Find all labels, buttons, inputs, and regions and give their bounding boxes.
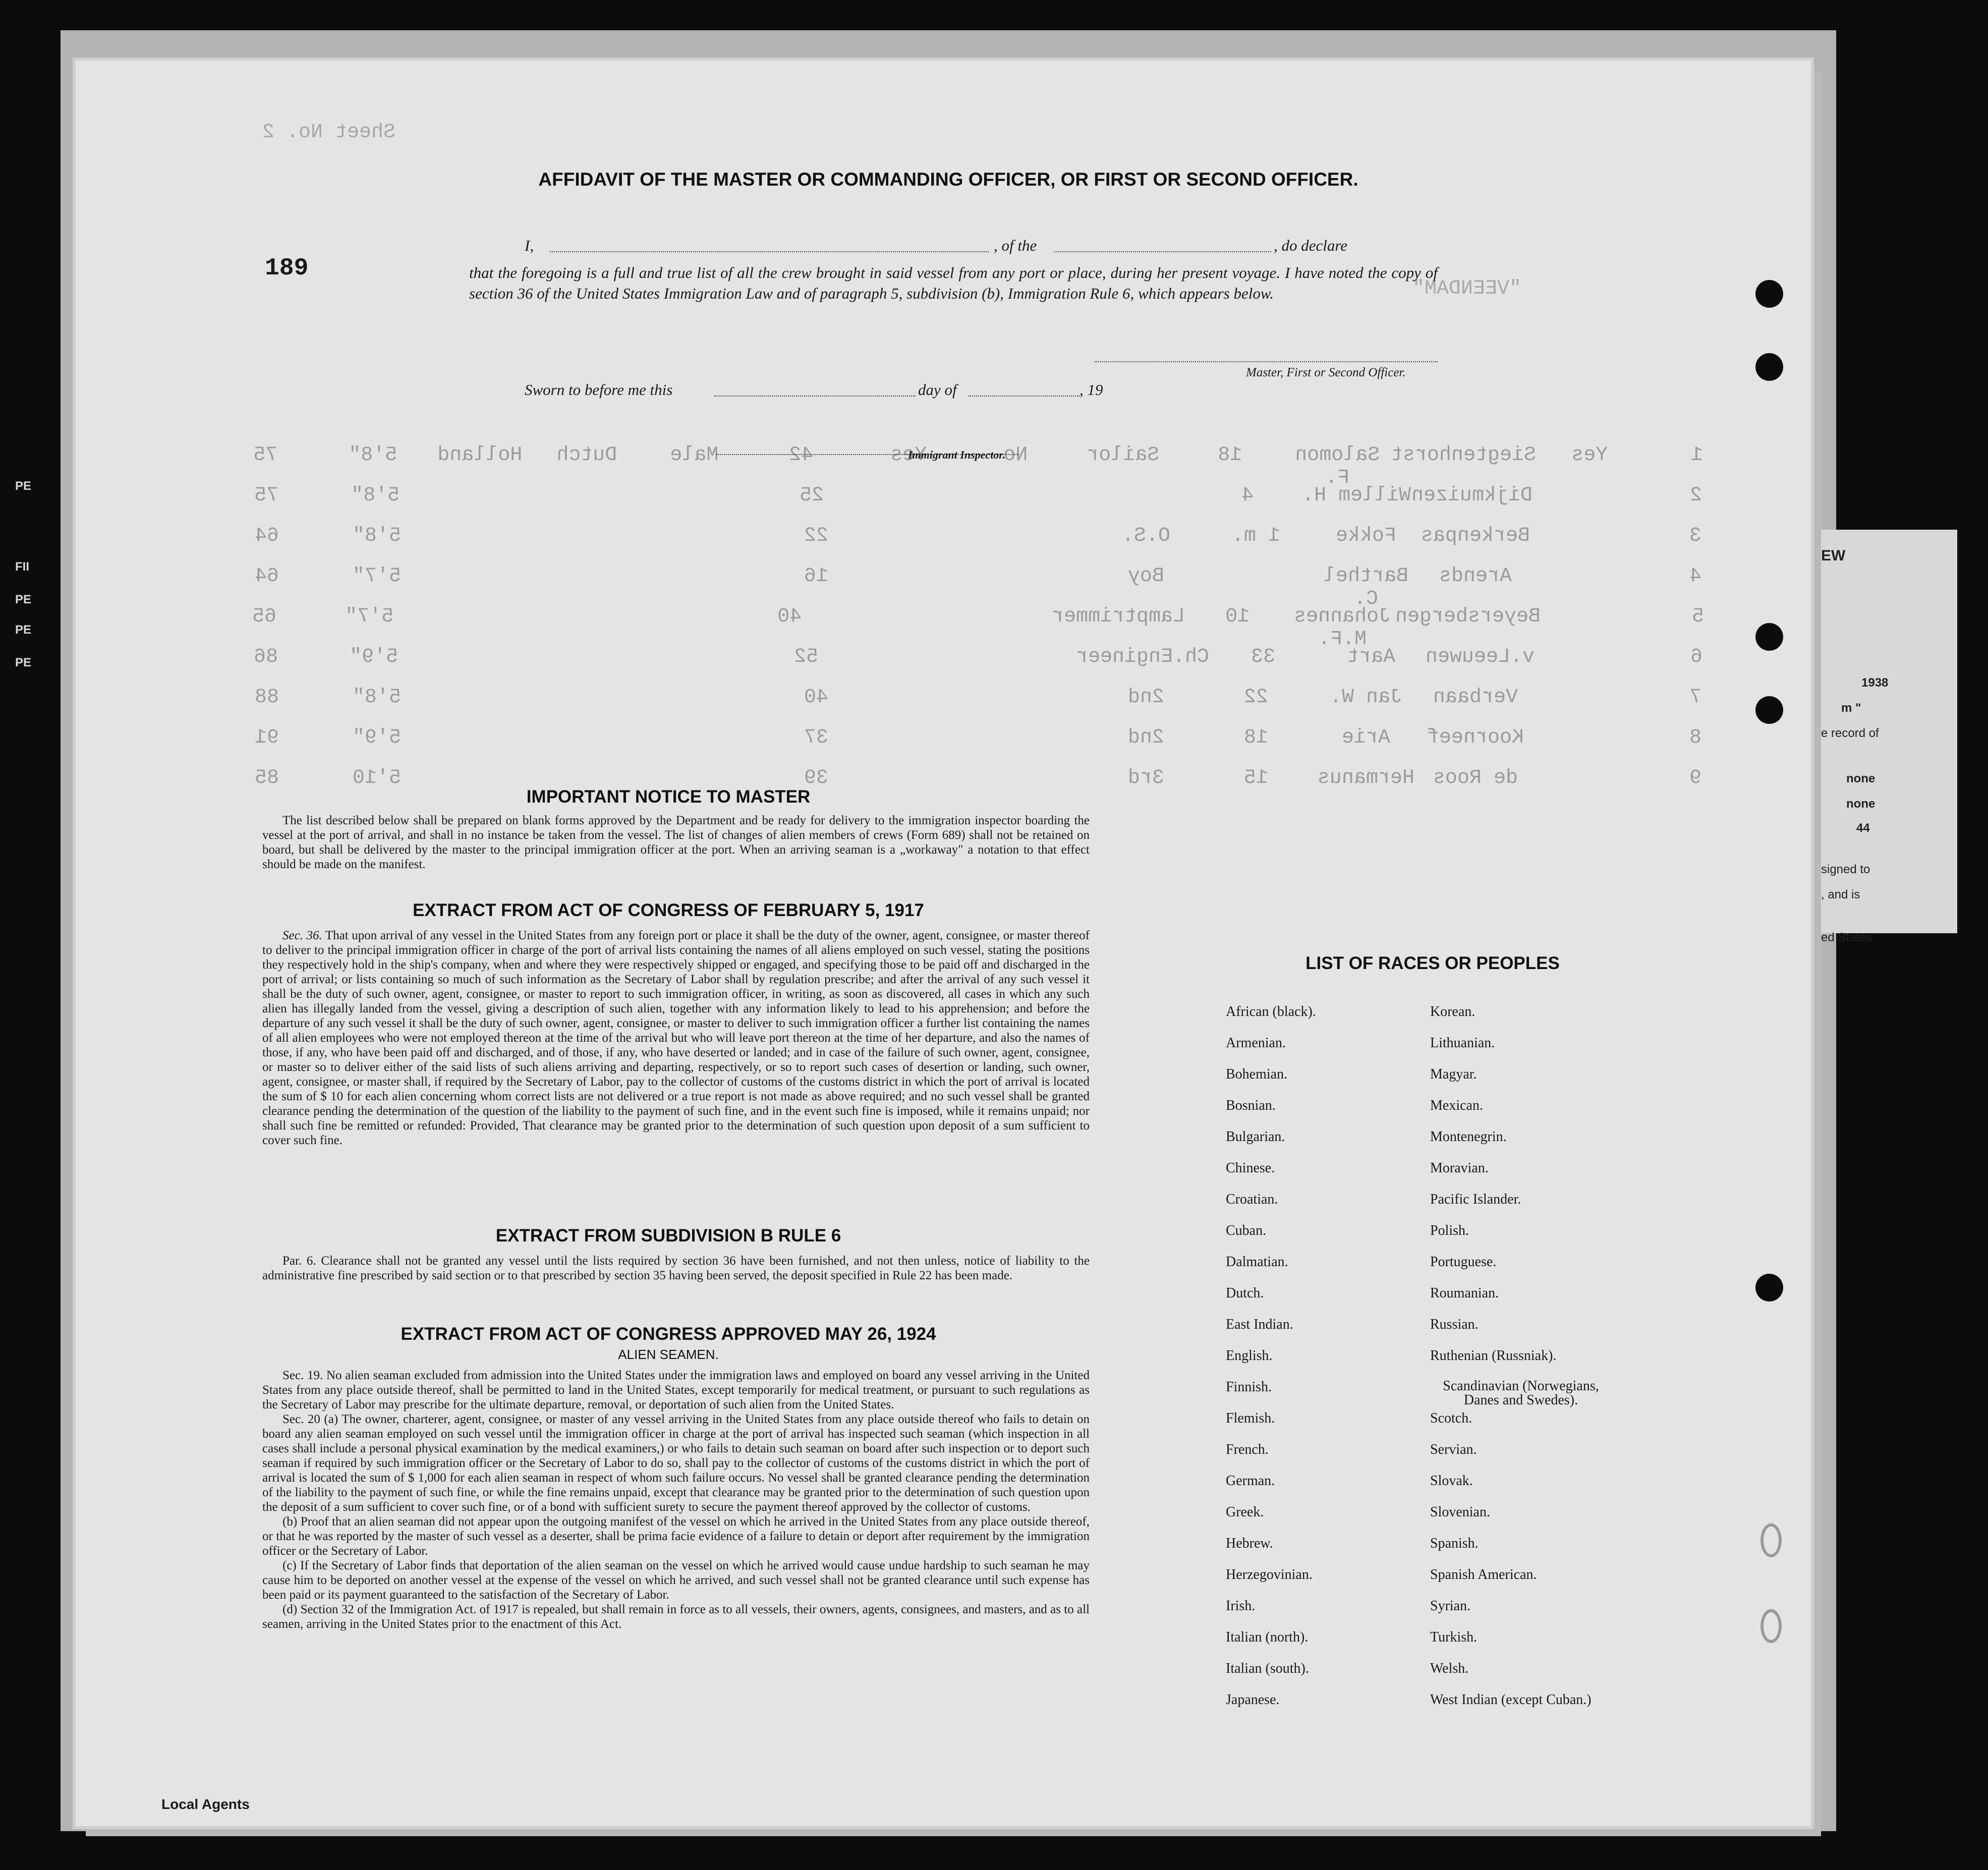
right-note: e record of xyxy=(1821,726,1879,740)
stamp-number: 189 xyxy=(265,255,309,282)
race-item: Moravian. xyxy=(1430,1160,1489,1176)
ghost-cell: Willem H. xyxy=(1302,484,1411,507)
ghost-cell xyxy=(430,484,539,515)
race-item: Korean. xyxy=(1430,1004,1475,1019)
ghost-cell: 75 xyxy=(253,444,278,467)
ghost-cell: 86 xyxy=(254,646,278,668)
race-item: German. xyxy=(1226,1473,1275,1489)
right-note: ed States xyxy=(1821,931,1872,944)
race-item: French. xyxy=(1226,1442,1269,1457)
right-note: 1938 xyxy=(1861,676,1889,690)
extract-1917-body xyxy=(262,928,1090,1148)
ghost-cell: 8 xyxy=(1689,726,1702,749)
ghost-cell xyxy=(947,605,1052,636)
right-note: EW xyxy=(1821,547,1846,564)
ghost-cell: O.S. xyxy=(1121,525,1170,547)
ghost-cell: 5'7" xyxy=(345,605,394,628)
ghost-cell: Johannes M.F. xyxy=(1294,605,1391,651)
ghost-cell: Verbaan xyxy=(1433,686,1518,709)
race-item: Dalmatian. xyxy=(1226,1254,1288,1270)
ghost-cell: Boy xyxy=(1127,565,1164,588)
ghost-cell: 5'9" xyxy=(350,646,399,668)
ghost-row xyxy=(212,686,1750,716)
ghost-cell: 88 xyxy=(254,686,279,709)
ghost-cell: 3 xyxy=(1689,525,1702,547)
race-item: Chinese. xyxy=(1226,1160,1275,1176)
ghost-cell: 2nd xyxy=(1127,686,1164,709)
ghost-cell: 39 xyxy=(804,767,829,789)
ghost-cell: 2nd xyxy=(1127,726,1164,749)
edge-tab: PE xyxy=(15,623,32,637)
ghost-cell xyxy=(542,686,652,716)
ghost-cell: 5'8" xyxy=(348,444,397,467)
ghost-cell xyxy=(432,565,542,595)
race-item: East Indian. xyxy=(1226,1317,1293,1332)
ghost-cell: 16 xyxy=(804,565,829,588)
ghost-cell: 40 xyxy=(804,686,829,709)
ghost-cell xyxy=(1541,605,1645,636)
ghost-cell xyxy=(871,565,981,595)
race-item: Italian (south). xyxy=(1226,1661,1309,1676)
race-item: West Indian (except Cuban.) xyxy=(1430,1692,1592,1708)
ghost-cell xyxy=(866,484,975,515)
ghost-cell: Fokke xyxy=(1335,525,1396,547)
ghost-row xyxy=(212,525,1750,555)
ghost-cell: 25 xyxy=(799,484,824,507)
race-item: Slovak. xyxy=(1430,1473,1473,1489)
race-item: Bosnian. xyxy=(1226,1098,1276,1113)
affidavit-declare: , do declare xyxy=(1274,237,1348,254)
ghost-cell: 22 xyxy=(804,525,829,547)
ghost-cell xyxy=(648,484,757,515)
ghost-cell xyxy=(632,605,737,636)
affidavit-title: AFFIDAVIT OF THE MASTER OR COMMANDING OFFICER, OR FIRST OR SECOND OFFICER. xyxy=(538,169,1358,190)
right-note: 44 xyxy=(1856,821,1870,835)
edge-tab: PE xyxy=(15,656,32,669)
race-item: Scotch. xyxy=(1430,1410,1472,1426)
ghost-cell: 42 xyxy=(789,444,814,467)
ghost-cell: Dijkmuizen xyxy=(1411,484,1532,507)
ghost-vessel: "VEENDAM" xyxy=(1412,277,1522,300)
ghost-row xyxy=(212,565,1750,610)
signature-label: Master, First or Second Officer. xyxy=(1246,366,1406,379)
ghost-cell xyxy=(527,605,632,636)
ghost-cell xyxy=(422,605,527,636)
ghost-cell xyxy=(644,646,752,676)
ghost-cell: 18 xyxy=(1218,444,1242,467)
ghost-cell: No xyxy=(1003,444,1028,467)
ghost-cell: 75 xyxy=(254,484,279,507)
ghost-row xyxy=(212,484,1750,515)
ghost-cell: v.Leeuwen xyxy=(1425,646,1535,668)
notice-title: IMPORTANT NOTICE TO MASTER xyxy=(526,787,811,807)
race-item: Croatian. xyxy=(1226,1192,1278,1207)
ghost-cell xyxy=(1532,484,1641,515)
ghost-cell xyxy=(651,726,761,757)
ghost-cell: 64 xyxy=(254,525,279,547)
extract-1917-title: EXTRACT FROM ACT OF CONGRESS OF FEBRUARY 5, 1917 xyxy=(413,900,924,920)
ghost-cell xyxy=(1530,565,1640,595)
binder-ring xyxy=(1760,1523,1782,1557)
ghost-cell xyxy=(871,726,981,757)
punch-hole xyxy=(1755,623,1783,651)
sworn-day-field[interactable] xyxy=(714,395,916,396)
ghost-row xyxy=(212,646,1750,676)
race-item: Magyar. xyxy=(1430,1066,1477,1082)
race-item: Ruthenian (Russniak). xyxy=(1430,1348,1557,1364)
sec-19-text: Sec. 19. No alien seaman excluded from admission into the United States under the immigration laws and employed on board any vessel arriving in the United States from any place outside thereof, shall be permitted to land in the United States, except temporarily for medical treatment, or pursuant to such regulations as the Secretary of Labor may prescribe for the ultimate departure, removal, or deportation of such alien from the United States. xyxy=(262,1369,1090,1411)
sec-20d-text: (d) Section 32 of the Immigration Act. of 1917 is repealed, but shall remain in force as to all vessels, their owners, agents, consignees, and masters, and as to all seamen, arriving in the United States prior to the enactment of this Act. xyxy=(262,1603,1090,1631)
ghost-cell xyxy=(651,686,761,716)
ghost-cell: 4 xyxy=(1689,565,1702,588)
races-title: LIST OF RACES OR PEOPLES xyxy=(1305,953,1560,973)
ghost-cell: Hermanus xyxy=(1317,767,1414,789)
ghost-cell xyxy=(860,646,968,676)
inspector-label: Immigrant Inspector. xyxy=(908,448,1006,461)
extract-1924-subtitle: ALIEN SEAMEN. xyxy=(618,1347,719,1362)
ghost-cell xyxy=(1530,726,1640,757)
race-item: African (black). xyxy=(1226,1004,1316,1019)
punch-hole xyxy=(1755,696,1783,724)
race-item: Italian (north). xyxy=(1226,1629,1309,1645)
race-item: Cuban. xyxy=(1226,1223,1267,1238)
race-item: Roumanian. xyxy=(1430,1285,1499,1301)
ghost-cell: 64 xyxy=(254,565,279,588)
local-agents-label: Local Agents xyxy=(161,1796,250,1812)
ghost-cell: Arends xyxy=(1439,565,1512,588)
ghost-cell: Arie xyxy=(1341,726,1390,749)
ghost-cell: Sailor xyxy=(1086,444,1159,467)
ghost-cell xyxy=(981,525,1091,555)
ghost-cell: 37 xyxy=(804,726,829,749)
edge-tab: FII xyxy=(15,560,29,574)
affidavit-i: I, xyxy=(525,237,534,254)
affidavit-body: that the foregoing is a full and true list of all the crew brought in said vessel from any port or place, during her present voyage. I have noted the copy of section 36 of the United States Immigration Law and of paragraph 5, subdivision (b), Immigration Rule 6, which appears below. xyxy=(469,264,1438,302)
ghost-cell: Aart xyxy=(1347,646,1396,668)
rule6-body: Par. 6. Clearance shall not be granted any vessel until the lists required by section 36 have been furnished, and not then unless, notice of liability to the administrative fine prescribed by said section or to that prescribed by section 35 having been served, the deposit specified in Rule 22 has been made. xyxy=(262,1254,1090,1282)
rule6-title: EXTRACT FROM SUBDIVISION B RULE 6 xyxy=(495,1226,841,1245)
race-item: Pacific Islander. xyxy=(1430,1192,1521,1207)
sec-20b-text: (b) Proof that an alien seaman did not appear upon the outgoing manifest of the vessel on which he arrived in the United States from any place outside thereof, or that he was reported by the master of such vessel as a deserter, shall be prima facie evidence of a failure to detain or deport after requirement by the immigration officer or the Secretary of Labor. xyxy=(262,1515,1090,1558)
ghost-cell xyxy=(651,525,761,555)
ghost-cell: 91 xyxy=(254,726,279,749)
edge-tab: PE xyxy=(15,479,32,493)
ghost-row xyxy=(212,726,1750,757)
edge-tab: PE xyxy=(15,593,32,606)
punch-hole xyxy=(1755,1274,1783,1301)
ghost-cell xyxy=(651,565,761,595)
ghost-cell xyxy=(842,605,947,636)
right-note: , and is xyxy=(1821,888,1860,901)
ghost-cell: 15 xyxy=(1243,767,1268,789)
sworn-month-field[interactable] xyxy=(969,395,1080,396)
ghost-cell: Berkenpas xyxy=(1421,525,1530,547)
ghost-cell xyxy=(1530,767,1640,797)
race-item: Welsh. xyxy=(1430,1661,1469,1676)
ghost-cell xyxy=(1535,646,1642,676)
ghost-cell: 5'7" xyxy=(352,565,401,588)
ghost-cell xyxy=(432,686,542,716)
sec-36-label: Sec. 36. xyxy=(282,929,322,942)
ghost-cell: 22 xyxy=(1243,686,1268,709)
race-item: Servian. xyxy=(1430,1442,1477,1457)
race-item: Irish. xyxy=(1226,1598,1256,1614)
race-item: Slovenian. xyxy=(1430,1504,1490,1520)
ghost-cell: Koorneef xyxy=(1427,726,1524,749)
race-item: Russian. xyxy=(1430,1317,1479,1332)
ghost-cell: 4 xyxy=(1241,484,1254,507)
ghost-cell: Lamptrimmer xyxy=(1052,605,1185,628)
ghost-row xyxy=(212,605,1750,651)
race-item: Turkish. xyxy=(1430,1629,1478,1645)
ghost-cell xyxy=(432,726,542,757)
race-item: Spanish. xyxy=(1430,1536,1479,1551)
race-item: Greek. xyxy=(1226,1504,1264,1520)
ghost-cell: 33 xyxy=(1251,646,1276,668)
race-item: Mexican. xyxy=(1430,1098,1483,1113)
vessel-name-field[interactable] xyxy=(1054,251,1271,252)
sworn-prefix: Sworn to before me this xyxy=(525,381,673,399)
ghost-cell: Holland xyxy=(437,444,523,467)
ghost-cell: de Roos xyxy=(1433,767,1518,789)
race-item: Herzegovinian. xyxy=(1226,1567,1313,1582)
ghost-cell xyxy=(1530,525,1640,555)
ghost-cell: Male xyxy=(670,444,719,467)
race-item: Hebrew. xyxy=(1226,1536,1273,1551)
ghost-cell: 1 m. xyxy=(1231,525,1280,547)
right-note: signed to xyxy=(1821,863,1870,876)
ghost-cell: 40 xyxy=(777,605,802,628)
affidavit-of-the: , of the xyxy=(994,237,1037,254)
ghost-cell: 2 xyxy=(1689,484,1702,507)
binder-ring xyxy=(1760,1609,1782,1643)
ghost-cell: Siegtenhorst xyxy=(1391,444,1537,467)
ghost-cell xyxy=(536,646,644,676)
race-item: Lithuanian. xyxy=(1430,1035,1495,1051)
race-item: Bohemian. xyxy=(1226,1066,1288,1082)
punch-hole xyxy=(1755,280,1783,308)
sec-20a-text: Sec. 20 (a) The owner, charterer, agent, consignee, or master of any vessel arriving in the United States from any place outside thereof who fails to detain on board any alien seaman employed on such vessel until the immigration officer in charge at the port of arrival has inspected such seaman (which inspection in all cases shall include a personal physical examination by the medical examiners,) or who fails to detain such seaman on board after such inspection or to deport such seaman if required by such immigration officer or the Secretary of Labor to do so, shall pay to the collector of customs of the customs district in which the port of arrival is located the sum of $ 1,000 for each alien seaman in respect of whom such failure occurs. No vessel shall be granted clearance pending the determination of the liability to the payment of such fine, or while the fine remains unpaid, except that clearance may be granted prior to the determination of such question upon the deposit of a sum sufficient to cover such fine, or of a bond with sufficient surety to secure the payment thereof approved by the collector of customs. xyxy=(262,1412,1090,1514)
ghost-cell: 5'8" xyxy=(352,686,401,709)
ghost-cell xyxy=(968,646,1076,676)
notice-body: The list described below shall be prepared on blank forms approved by the Department and be ready for delivery to the immigration inspector boarding the vessel at the port of arrival, and shall in no instance be taken from the vessel. The list of changes of alien members of crews (Form 689) shall not be retained on board, but shall be delivered by the master to the principal immigration officer at the port. When an arriving seaman is a „workaway" a notation to that effect should be made on the manifest. xyxy=(262,814,1090,871)
ghost-cell: 3rd xyxy=(1127,767,1164,789)
ghost-cell: 7 xyxy=(1689,686,1702,709)
race-item: Portuguese. xyxy=(1430,1254,1497,1270)
ghost-cell xyxy=(542,525,652,555)
sec-36-text: That upon arrival of any vessel in the United States from any foreign port or place it shall be the duty of the owner, agent, consignee, or master thereof to deliver to the principal immigration officer in charge of the port of arrival lists containing the names of all aliens employed on such vessel, stating the positions they respectively hold in the ship's company, when and where they were respectively shipped or engaged, and specifying those to be paid off and discharged in the port of arrival; or lists containing so much of such information as the Secretary of Labor shall by regulation prescribe; and after the arrival of any such vessel it shall be the duty of such owner, agent, consignee, or master to report to such immigration officer, in writing, as soon as discovered, all cases in which any such alien has illegally landed from the vessel, giving a description of such alien, together with any information likely to lead to his apprehension; and before the departure of any such vessel it shall be the duty of such owner, agent, consignee, or master to deliver to such immigration officer a further list containing the names of all alien employees who were not employed thereon at the time of the arrival but who will leave port thereon at the time of her departure, and also the names of those, if any, who have been paid off and discharged, and of those, if any, who have deserted or landed; and in case of the failure of such owner, agent, consignee, or master so to deliver either of the said lists of such aliens arriving and departing, respectively, or so to report such cases of desertion or landing, such owner, agent, consignee, or master shall, if required by the Secretary of Labor, pay to the collector of customs of the customs district in which the port of arrival is located the sum of $ 10 for each alien concerning whom correct lists are not delivered or a true report is not made as above required; and no such vessel shall be granted clearance pending the determination of the question of the liability to the payment of such fine, and in the event such fine is imposed, while it remains unpaid; nor shall such fine be remitted or refunded: Provided, That clearance may be granted prior to the determination of such question upon deposit of a sum sufficient to cover such fine. xyxy=(262,929,1090,1147)
ghost-cell xyxy=(981,565,1091,595)
sec-20c-text: (c) If the Secretary of Labor finds that deportation of the alien seaman on the vessel on which he arrived would cause undue hardship to such seaman he may cause him to be deported on another vessel at the expense of the vessel on which he arrived, and such vessel shall not be granted clearance until such expense has been paid or its payment guaranteed to the satisfaction of the Secretary of Labor. xyxy=(262,1559,1090,1602)
race-item: Spanish American. xyxy=(1430,1567,1537,1582)
ghost-cell: 6 xyxy=(1690,646,1702,668)
ghost-cell: 5 xyxy=(1691,605,1704,628)
right-note: none xyxy=(1846,797,1876,811)
ghost-cell: 10 xyxy=(1225,605,1250,628)
ghost-cell: 5'10 xyxy=(352,767,401,789)
race-item: Japanese. xyxy=(1226,1692,1280,1708)
race-item: Montenegrin. xyxy=(1430,1129,1507,1145)
ghost-cell xyxy=(975,484,1084,515)
ghost-cell: 5'8" xyxy=(352,525,401,547)
signature-field[interactable] xyxy=(1095,361,1438,362)
ghost-cell xyxy=(981,686,1091,716)
ghost-cell: Beyersbergen xyxy=(1395,605,1541,628)
ghost-sheet-no: Sheet No. 2 xyxy=(262,121,396,144)
ghost-cell xyxy=(542,726,652,757)
sworn-year: , 19 xyxy=(1080,381,1103,399)
ghost-cell: 85 xyxy=(254,767,279,789)
ghost-cell: 5'9" xyxy=(352,726,401,749)
ghost-cell: 18 xyxy=(1243,726,1268,749)
ghost-cell xyxy=(871,686,981,716)
ghost-cell: 52 xyxy=(793,646,818,668)
ghost-cell: Jan W. xyxy=(1329,686,1402,709)
right-note: m " xyxy=(1841,701,1861,715)
ghost-cell xyxy=(871,525,981,555)
race-item: Finnish. xyxy=(1226,1379,1272,1395)
extract-1924-title: EXTRACT FROM ACT OF CONGRESS APPROVED MAY 26, 1924 xyxy=(401,1324,936,1344)
ghost-cell: Ch.Engineer xyxy=(1076,646,1210,668)
ghost-cell: 1 xyxy=(1690,444,1703,467)
ghost-cell xyxy=(428,646,536,676)
punch-hole xyxy=(1755,353,1783,381)
race-item: Scandinavian (Norwegians, Danes and Swedes). xyxy=(1443,1378,1599,1408)
ghost-cell xyxy=(432,525,542,555)
right-note: none xyxy=(1846,772,1876,785)
race-item: English. xyxy=(1226,1348,1273,1364)
ghost-cell xyxy=(1201,565,1311,595)
ghost-cell: 5'8" xyxy=(351,484,400,507)
race-item: Flemish. xyxy=(1226,1410,1275,1426)
ghost-cell xyxy=(981,726,1091,757)
ghost-cell xyxy=(1084,484,1193,515)
extract-1924-body xyxy=(262,1368,1090,1631)
ghost-cell: Salomon F. xyxy=(1294,444,1380,489)
ghost-cell: Barthel C. xyxy=(1323,565,1408,610)
ghost-cell: 65 xyxy=(252,605,277,628)
ghost-cell: Dutch xyxy=(556,444,617,467)
race-item: Bulgarian. xyxy=(1226,1129,1285,1145)
race-item: Dutch. xyxy=(1226,1285,1264,1301)
ghost-cell: Yes xyxy=(890,444,927,467)
ghost-cell xyxy=(542,565,652,595)
declarant-name-field[interactable] xyxy=(550,251,989,252)
race-item: Polish. xyxy=(1430,1223,1469,1238)
ghost-cell xyxy=(539,484,648,515)
ghost-cell: Yes xyxy=(1571,444,1608,467)
race-item: Syrian. xyxy=(1430,1598,1471,1614)
ghost-cell: 9 xyxy=(1689,767,1702,789)
sworn-day-label: day of xyxy=(918,381,957,399)
ghost-cell xyxy=(1530,686,1640,716)
race-item: Armenian. xyxy=(1226,1035,1286,1051)
